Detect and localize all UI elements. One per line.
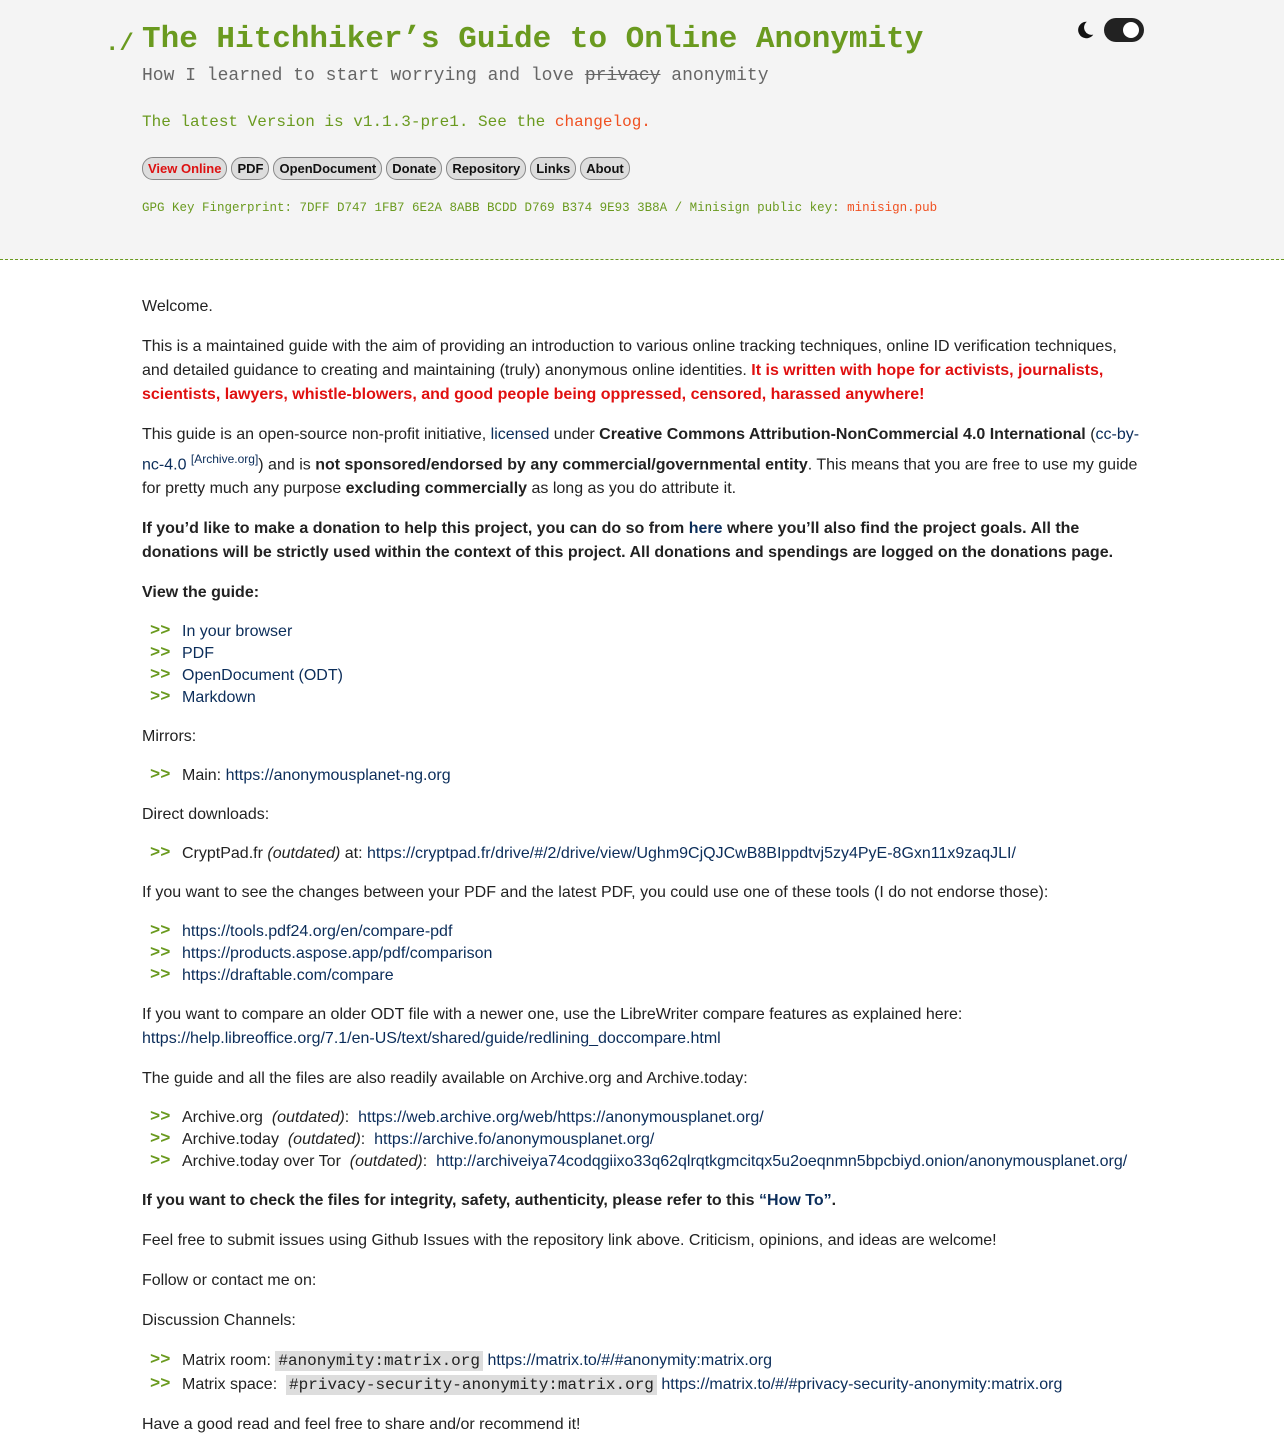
- nav-donate-button[interactable]: Donate: [386, 157, 442, 180]
- list-item: [142, 621, 1142, 643]
- subtitle-pre: How I learned to start worrying and love: [142, 66, 585, 86]
- integrity-text: If you want to check the files for integrity, safety, authenticity, please refer to this: [142, 1192, 760, 1210]
- list-item: [142, 843, 1142, 865]
- nav-repository-button[interactable]: Repository: [446, 157, 526, 180]
- how-to-link[interactable]: “How To”: [759, 1192, 832, 1210]
- matrix-space-code: #privacy-security-anonymity:matrix.org: [286, 1375, 657, 1395]
- archive-label: Archive.today over Tor: [182, 1153, 346, 1171]
- welcome-text: Welcome.: [142, 298, 213, 315]
- matrix-room-link[interactable]: https://matrix.to/#/#anonymity:matrix.org: [487, 1352, 772, 1370]
- separator: :: [360, 1131, 370, 1149]
- compare-pdf-text: If you want to see the changes between your PDF and the latest PDF, you could use one of these tools (I do not endorse those):: [142, 884, 1049, 902]
- matrix-room-label: Matrix room:: [182, 1352, 276, 1370]
- libreoffice-help-link[interactable]: https://help.libreoffice.org/7.1/en-US/text/shared/guide/redlining_doccompare.html: [142, 1030, 721, 1048]
- bullet-arrow-icon: >>: [150, 944, 171, 964]
- mirrors-heading: Mirrors:: [142, 728, 197, 746]
- list-item: [142, 1129, 1142, 1151]
- cc-license-link[interactable]: cc-by-nc-4.0: [142, 426, 1140, 474]
- bullet-arrow-icon: >>: [150, 622, 171, 642]
- bullet-arrow-icon: >>: [150, 644, 171, 664]
- donation-text-rest: where you’ll also find the project goals. All the donations will be strictly used within the context of this project. All donations and spendings are logged on the donations page.: [142, 520, 1114, 562]
- mirror-label: Main:: [182, 767, 222, 785]
- matrix-space-link[interactable]: https://matrix.to/#/#privacy-security-anonymity:matrix.org: [661, 1376, 1063, 1394]
- list-item: [142, 665, 1142, 687]
- issues-text: Feel free to submit issues using Github Issues with the repository link above. Criticism, opinions, and ideas are welcome!: [142, 1232, 997, 1250]
- archive-today-link[interactable]: https://archive.fo/anonymousplanet.org/: [374, 1131, 655, 1149]
- matrix-list: [142, 1349, 1142, 1397]
- archive-label: Archive.org: [182, 1109, 268, 1127]
- compare-tools-list: [142, 921, 1142, 987]
- bullet-arrow-icon: >>: [150, 1152, 171, 1172]
- site-title: The Hitchhiker’s Guide to Online Anonymity: [142, 22, 924, 57]
- mission-statement: It is written with hope for activists, journalists, scientists, lawyers, whistle-blowers, and good people being oppressed, censored, harassed anywhere!: [142, 362, 1104, 403]
- header-nav: [142, 157, 630, 180]
- view-guide-heading: View the guide:: [142, 584, 260, 602]
- license-text-under: under: [549, 426, 600, 443]
- bullet-arrow-icon: >>: [150, 688, 171, 708]
- bullet-arrow-icon: >>: [150, 922, 171, 942]
- subtitle-post: anonymity: [660, 66, 769, 86]
- cryptpad-link[interactable]: https://cryptpad.fr/drive/#/2/drive/view/Ughm9CjQJCwB8BIppdtvj5zy4PyE-8Gxn11x9zaqJLI/: [367, 845, 1016, 863]
- downloads-list: [142, 843, 1142, 865]
- gpg-text: GPG Key Fingerprint: 7DFF D747 1FB7 6E2A 8ABB BCDD D769 B374 9E93 3B8A / Minisign public key:: [142, 201, 848, 215]
- nav-view-online-button[interactable]: View Online: [142, 157, 227, 180]
- bullet-arrow-icon: >>: [150, 1351, 171, 1371]
- view-odt-link[interactable]: OpenDocument (ODT): [182, 667, 343, 685]
- archive-tor-link[interactable]: http://archiveiya74codqgiixo33q62qlrqtkgmcitqx5u2oeqnmn5bpcbiyd.onion/anonymousplanet.org/: [436, 1153, 1128, 1171]
- minisign-link[interactable]: minisign.pub: [847, 201, 938, 215]
- outro-text: Have a good read and feel free to share and/or recommend it!: [142, 1416, 581, 1434]
- mirrors-list: [142, 765, 1142, 787]
- site-logo[interactable]: ./: [105, 31, 134, 58]
- archive-org-sup-link[interactable]: [Archive.org]: [190, 452, 259, 466]
- view-in-browser-link[interactable]: In your browser: [182, 623, 293, 641]
- outdated-note: (outdated): [349, 1153, 423, 1171]
- gpg-fingerprint: [142, 201, 937, 215]
- list-item: [142, 965, 1142, 987]
- changelog-link[interactable]: changelog.: [554, 113, 651, 131]
- theme-toggle[interactable]: [1074, 18, 1144, 42]
- site-subtitle: [142, 66, 769, 86]
- separator: :: [344, 1109, 354, 1127]
- view-pdf-link[interactable]: PDF: [182, 645, 214, 663]
- outdated-note: (outdated): [287, 1131, 361, 1149]
- downloads-heading: Direct downloads:: [142, 806, 270, 824]
- bullet-arrow-icon: >>: [150, 1108, 171, 1128]
- version-text: The latest Version is v1.1.3-pre1. See the: [142, 113, 555, 131]
- license-text-and: ) and is: [258, 456, 316, 474]
- archive-org-link[interactable]: https://web.archive.org/web/https://anonymousplanet.org/: [358, 1109, 764, 1127]
- dark-mode-switch[interactable]: [1104, 18, 1144, 42]
- bullet-arrow-icon: >>: [150, 666, 171, 686]
- list-item: [142, 1107, 1142, 1129]
- nav-links-button[interactable]: Links: [530, 157, 576, 180]
- integrity-period: .: [831, 1192, 837, 1210]
- list-item: [142, 1373, 1142, 1397]
- subtitle-struck: privacy: [584, 66, 661, 86]
- separator: :: [422, 1153, 432, 1171]
- donation-text: If you’d like to make a donation to help this project, you can do so from: [142, 520, 689, 538]
- bullet-arrow-icon: >>: [150, 1375, 171, 1395]
- switch-knob: [1123, 22, 1139, 38]
- list-item: [142, 1349, 1142, 1373]
- intro-text: This is a maintained guide with the aim of providing an introduction to various online tracking techniques, online ID verification techniques, and detailed guidance to creating and maintaining (truly) anonymous online identities.: [142, 338, 1117, 379]
- intro-paragraph: [142, 335, 1142, 407]
- bullet-arrow-icon: >>: [150, 844, 171, 864]
- list-item: [142, 921, 1142, 943]
- list-item: [142, 687, 1142, 709]
- excluding-commercially-text: excluding commercially: [345, 480, 528, 498]
- archive-list: [142, 1107, 1142, 1173]
- license-paren-open: (: [1085, 426, 1096, 443]
- archive-label: Archive.today: [182, 1131, 284, 1149]
- pdf24-link[interactable]: https://tools.pdf24.org/en/compare-pdf: [182, 923, 453, 941]
- license-name: Creative Commons Attribution-NonCommercial 4.0 International: [599, 426, 1086, 443]
- license-text-attribute: as long as you do attribute it.: [527, 480, 737, 498]
- outdated-note: (outdated): [271, 1109, 345, 1127]
- license-paragraph: [142, 423, 1142, 501]
- bullet-arrow-icon: >>: [150, 1130, 171, 1150]
- outdated-note: (outdated): [267, 845, 341, 863]
- moon-icon: [1074, 19, 1096, 41]
- list-item: [142, 943, 1142, 965]
- discussion-heading: Discussion Channels:: [142, 1312, 296, 1330]
- main-content: [142, 295, 1142, 1453]
- matrix-space-label: Matrix space:: [182, 1376, 282, 1394]
- view-guide-list: [142, 621, 1142, 709]
- list-item: [142, 1151, 1142, 1173]
- license-text-means: . This means that you are free to use my guide for pretty much any purpose: [142, 456, 1138, 498]
- cryptpad-label: CryptPad.fr: [182, 845, 263, 863]
- nav-pdf-button[interactable]: PDF: [231, 157, 269, 180]
- licensed-link[interactable]: licensed: [490, 426, 550, 443]
- archive-text: The guide and all the files are also readily available on Archive.org and Archive.today:: [142, 1070, 748, 1088]
- draftable-link[interactable]: https://draftable.com/compare: [182, 967, 394, 985]
- donation-here-link[interactable]: here: [688, 520, 723, 538]
- version-notice: [142, 113, 651, 131]
- site-header: [0, 0, 1284, 260]
- matrix-room-code: #anonymity:matrix.org: [275, 1351, 483, 1371]
- bullet-arrow-icon: >>: [150, 766, 171, 786]
- bullet-arrow-icon: >>: [150, 966, 171, 986]
- follow-text: Follow or contact me on:: [142, 1272, 317, 1290]
- not-sponsored-text: not sponsored/endorsed by any commercial/governmental entity: [315, 456, 808, 474]
- odt-compare-text: If you want to compare an older ODT file with a newer one, use the LibreWriter compare features as explained here:: [142, 1006, 963, 1024]
- list-item: [142, 643, 1142, 665]
- nav-opendocument-button[interactable]: OpenDocument: [273, 157, 382, 180]
- integrity-paragraph: [142, 1189, 1142, 1213]
- at-text: at:: [344, 845, 363, 863]
- view-markdown-link[interactable]: Markdown: [182, 689, 256, 707]
- donation-paragraph: [142, 517, 1142, 565]
- aspose-link[interactable]: https://products.aspose.app/pdf/comparison: [182, 945, 493, 963]
- list-item: [142, 765, 1142, 787]
- odt-compare-paragraph: [142, 1003, 1142, 1051]
- mirror-link[interactable]: https://anonymousplanet-ng.org: [225, 767, 451, 785]
- nav-about-button[interactable]: About: [580, 157, 630, 180]
- license-text: This guide is an open-source non-profit initiative,: [142, 426, 491, 443]
